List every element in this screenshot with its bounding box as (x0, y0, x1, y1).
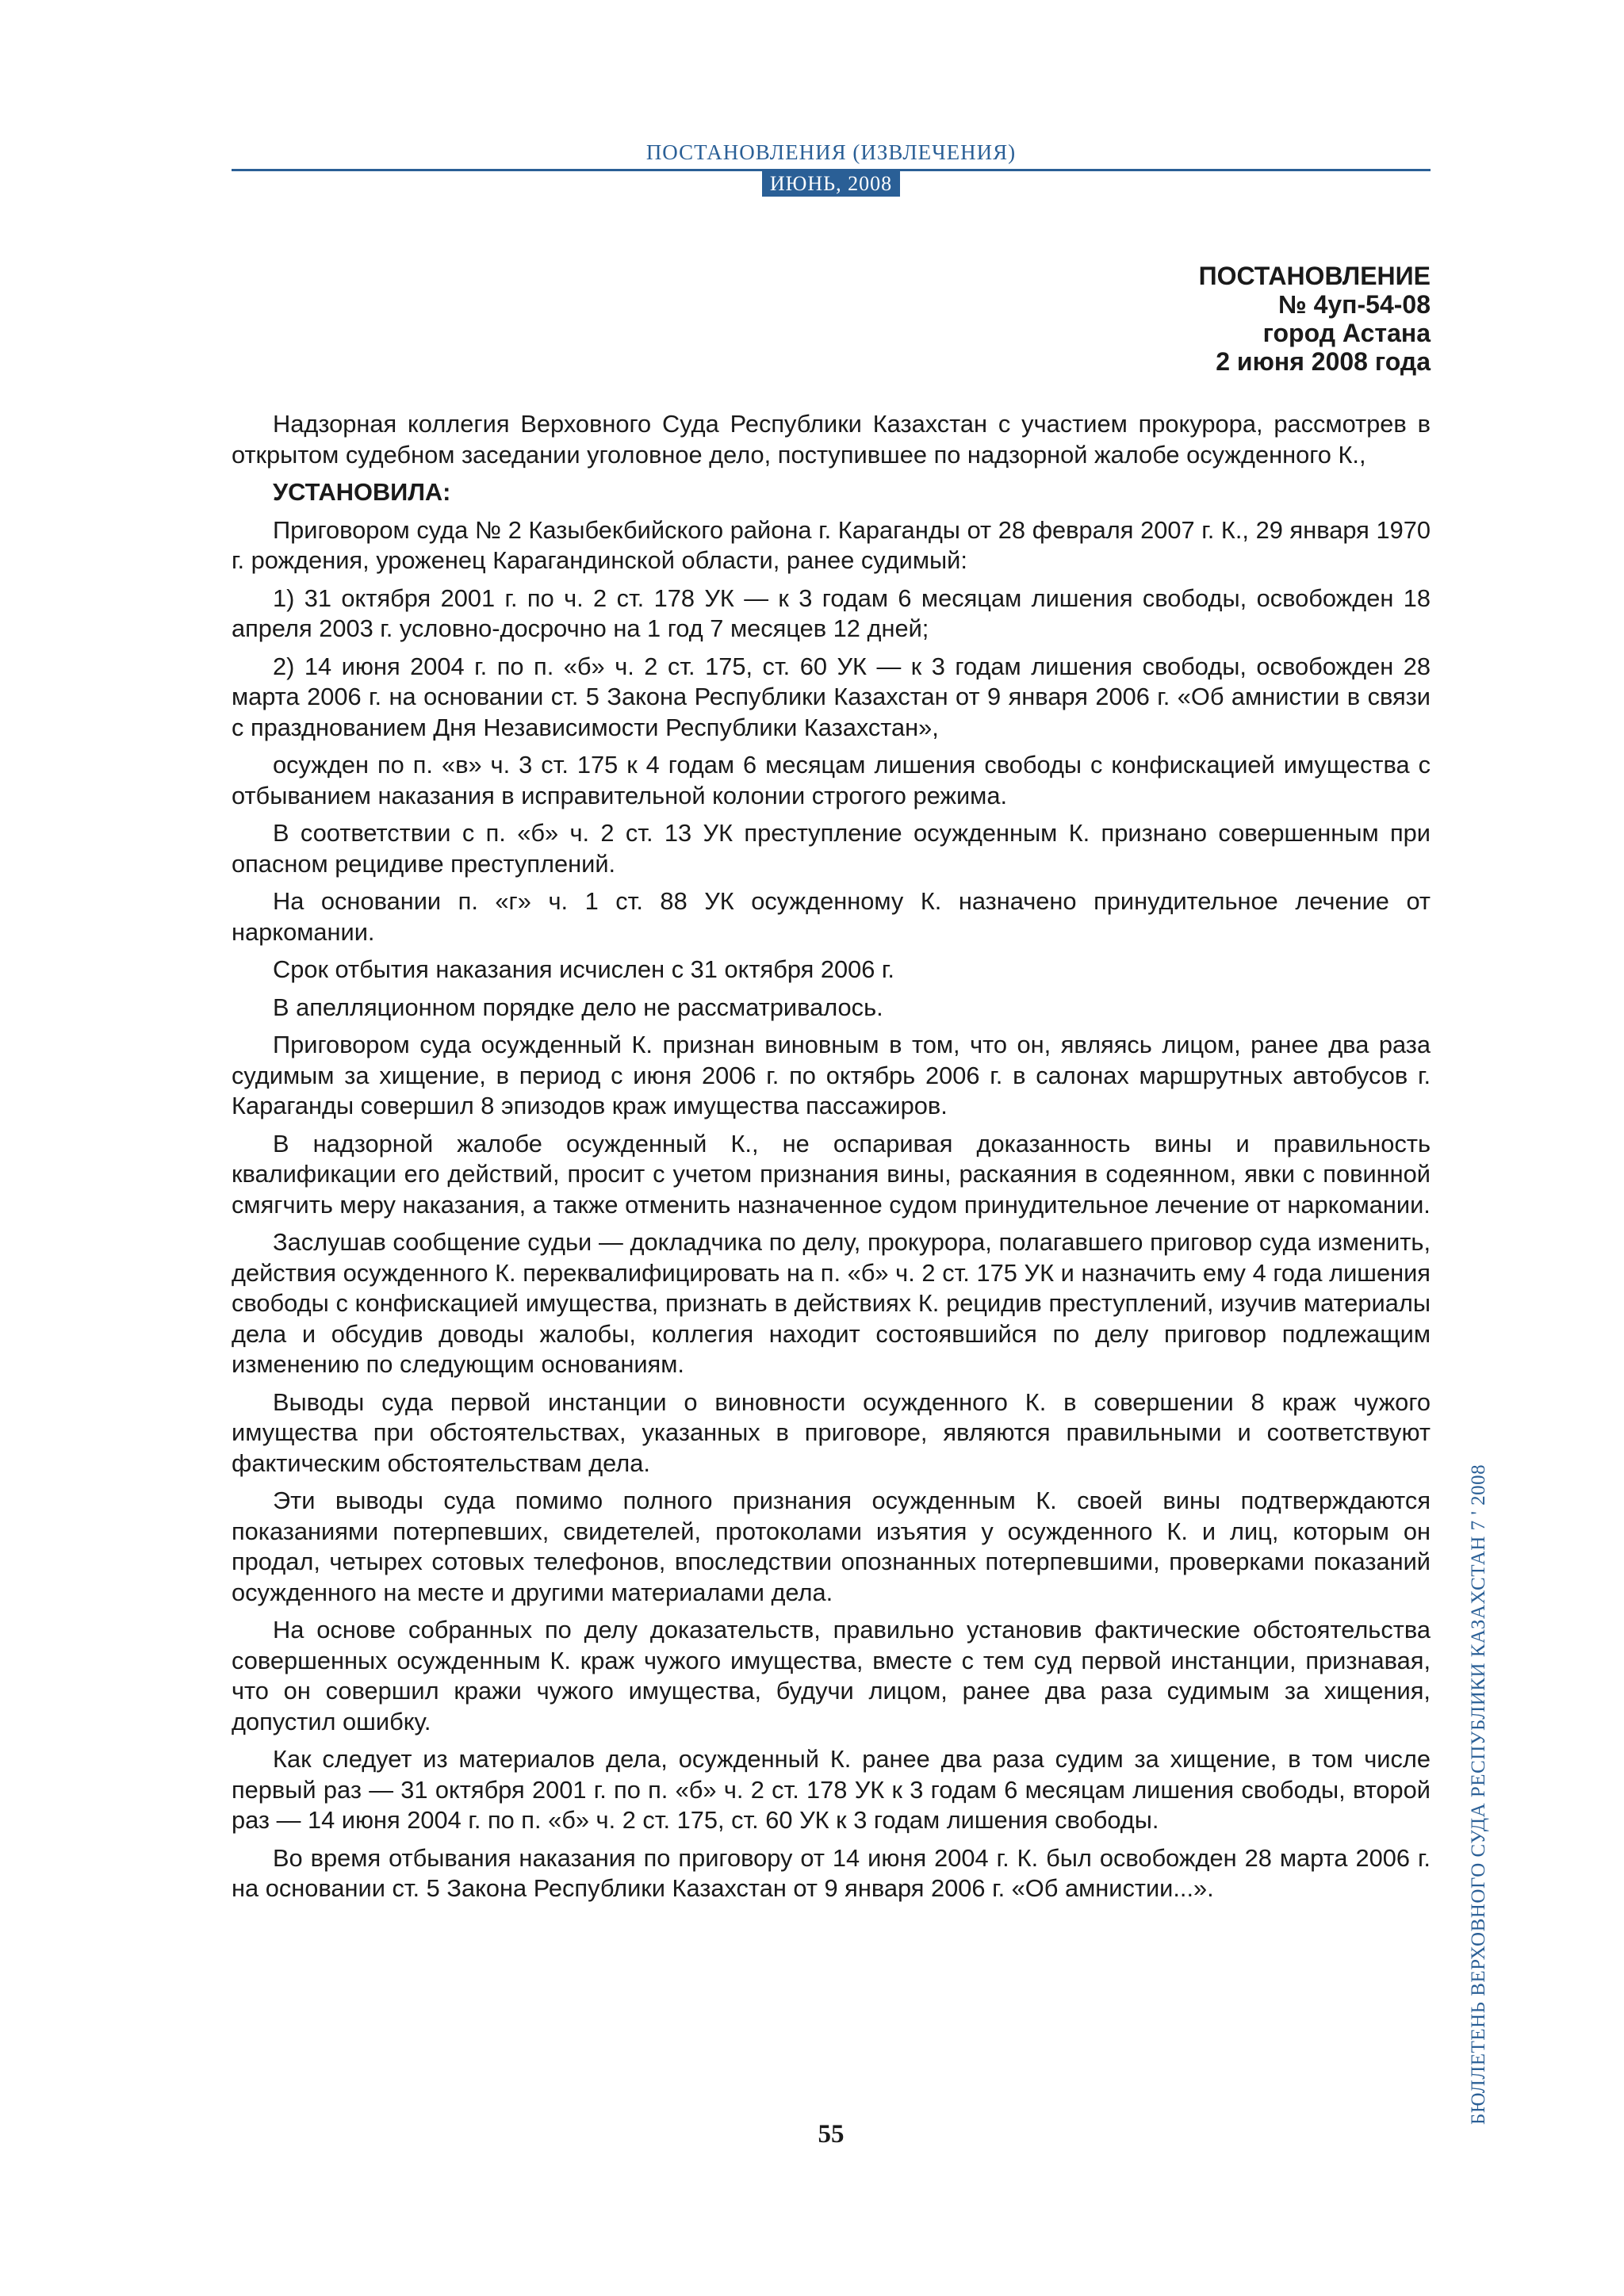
decree-date: 2 июня 2008 года (1216, 347, 1431, 376)
paragraph: Выводы суда первой инстанции о виновности осужденного К. в совершении 8 краж чужого имущества при обстоятельствах, указанных в приговоре, являются правильными и соответствуют фактическим обстоятельствам дела. (232, 1387, 1431, 1477)
decree-heading (1199, 262, 1431, 376)
paragraph: Приговором суда № 2 Казыбекбийского района г. Караганды от 28 февраля 2007 г. К., 29 января 1970 г. рождения, уроженец Карагандинской области, ранее судимый: (232, 515, 1431, 574)
paragraph: осужден по п. «в» ч. 3 ст. 175 к 4 годам 6 месяцам лишения свободы с конфискацией имущества с отбыванием наказания в исправительной колонии строгого режима. (232, 751, 1431, 809)
page-number: 55 (818, 2120, 845, 2149)
paragraph: На основании п. «г» ч. 1 ст. 88 УК осужденному К. назначено принудительное лечение от наркомании. (232, 887, 1431, 946)
paragraph: Эти выводы суда помимо полного признания осужденным К. своей вины подтверждаются показаниями потерпевших, свидетелей, протоколами изъятия у осужденного К. и лиц, которым он продал, четырех сотовых телефонов, впоследствии опознанных потерпевшими, проверками показаний осужденного на месте и другими материалами дела. (232, 1487, 1431, 1606)
paragraph: 2) 14 июня 2004 г. по п. «б» ч. 2 ст. 175, ст. 60 УК — к 3 годам лишения свободы, освобожден 28 марта 2006 г. на основании ст. 5 Закона Республики Казахстан от 9 января 2006 г. «Об амнистии в связи с празднованием Дня Независимости Республики Казахстан», (232, 652, 1431, 741)
paragraph: В соответствии с п. «б» ч. 2 ст. 13 УК преступление осужденным К. признано совершенным при опасном рецидиве преступлений. (232, 819, 1431, 878)
running-header (232, 140, 1431, 197)
main-text (232, 409, 1431, 1911)
journal-side-caption: БЮЛЛЕТЕНЬ ВЕРХОВНОГО СУДА РЕСПУБЛИКИ КАЗАХСТАН 7 ' 2008 (1468, 1464, 1489, 2125)
paragraph: В надзорной жалобе осужденный К., не оспаривая доказанность вины и правильность квалификации его действий, просит с учетом признания вины, раскаяния в содеянном, явки с повинной смягчить меру наказания, а также отменить назначенное судом принудительное лечение от наркомании. (232, 1129, 1431, 1219)
paragraph: Заслушав сообщение судьи — докладчика по делу, прокурора, полагавшего приговор суда изменить, действия осужденного К. переквалифицировать на п. «б» ч. 2 ст. 175 УК и назначить ему 4 года лишения свободы с конфискацией имущества, признать в действиях К. рецидив преступлений, изучив материалы дела и обсудив доводы жалобы, коллегия находит состоявшийся по делу приговор подлежащим изменению по следующим основаниям. (232, 1228, 1431, 1378)
decree-city: город Астана (1262, 319, 1431, 347)
paragraph: Во время отбывания наказания по приговору от 14 июня 2004 г. К. был освобожден 28 марта 2006 г. на основании ст. 5 Закона Республики Казахстан от 9 января 2006 г. «Об амнистии...». (232, 1843, 1431, 1902)
paragraph: В апелляционном порядке дело не рассматривалось. (273, 993, 883, 1021)
paragraph: На основе собранных по делу доказательств, правильно установив фактические обстоятельства совершенных осужденным К. краж чужого имущества, вместе с тем суд первой инстанции, признавая, что он совершил кражи чужого имущества, будучи лицом, ранее два раза судимым за хищения, допустил ошибку. (232, 1616, 1431, 1735)
issue-badge: ИЮНЬ, 2008 (762, 171, 900, 197)
paragraph: 1) 31 октября 2001 г. по ч. 2 ст. 178 УК — к 3 годам 6 месяцам лишения свободы, освобожден 18 апреля 2003 г. условно-досрочно на 1 год 7 месяцев 12 дней; (232, 584, 1431, 642)
paragraph: Срок отбытия наказания исчислен с 31 октября 2006 г. (273, 955, 894, 983)
paragraph: Приговором суда осужденный К. признан виновным в том, что он, являясь лицом, ранее два раза судимым за хищение, в период с июня 2006 г. по октябрь 2006 г. в салонах маршрутных автобусов г. Караганды совершил 8 эпизодов краж имущества пассажиров. (232, 1031, 1431, 1119)
decree-title: ПОСТАНОВЛЕНИЕ (1198, 262, 1431, 290)
intro-paragraph: Надзорная коллегия Верховного Суда Республики Казахстан с участием прокурора, рассмотрев в открытом судебном заседании уголовное дело, поступившее по надзорной жалобе осужденного К., (232, 410, 1431, 469)
decree-number: № 4уп-54-08 (1278, 290, 1431, 319)
paragraph: Как следует из материалов дела, осужденный К. ранее два раза судим за хищение, в том числе первый раз — 31 октября 2001 г. по п. «б» ч. 2 ст. 178 УК к 3 годам 6 месяцам лишения свободы, второй раз — 14 июня 2004 г. по п. «б» ч. 2 ст. 175, ст. 60 УК к 3 годам лишения свободы. (232, 1745, 1431, 1834)
established-label: УСТАНОВИЛА: (273, 478, 451, 506)
section-title: ПОСТАНОВЛЕНИЯ (ИЗВЛЕЧЕНИЯ) (645, 140, 1017, 164)
